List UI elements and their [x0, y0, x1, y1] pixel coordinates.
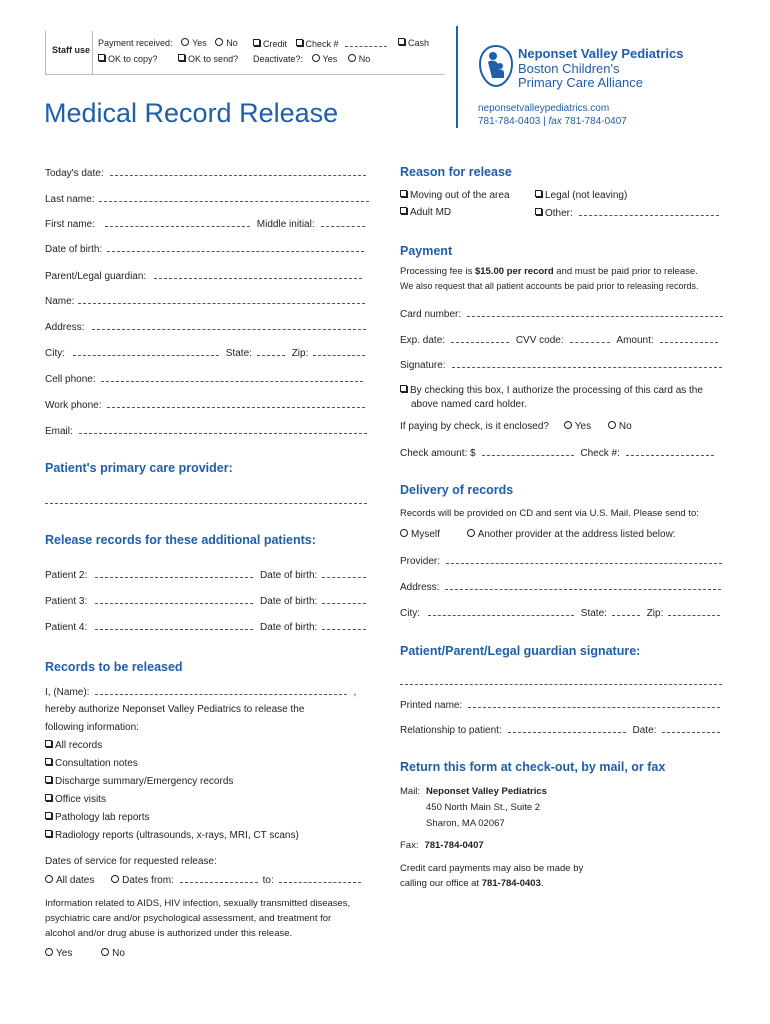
all-records-label: All records: [55, 740, 103, 751]
sensitive-no-label: No: [112, 948, 125, 959]
fax-text: 781-784-0407: [564, 116, 627, 127]
check-no-label: Check #: [305, 39, 339, 49]
dob-field[interactable]: [107, 243, 364, 252]
address-label: Address:: [45, 322, 85, 333]
delivery-zip-field[interactable]: [668, 607, 720, 616]
cell-phone-field[interactable]: [101, 373, 363, 382]
card-number-field[interactable]: [467, 308, 723, 317]
todays-date-label: Today's date:: [45, 168, 104, 179]
card-signature-field[interactable]: [452, 359, 722, 368]
work-phone-field[interactable]: [107, 399, 365, 408]
dob-label: Date of birth:: [45, 244, 103, 255]
first-name-field[interactable]: [105, 218, 250, 227]
provider-field[interactable]: [446, 555, 722, 564]
other-field[interactable]: [579, 207, 719, 216]
pcp-heading: Patient's primary care provider:: [45, 461, 233, 475]
pcp-field[interactable]: [45, 495, 367, 504]
cell-phone-label: Cell phone:: [45, 374, 96, 385]
patient4-label: Patient 4:: [45, 622, 88, 633]
another-provider-label: Another provider at the address listed below:: [477, 529, 676, 540]
legal-checkbox[interactable]: [535, 190, 542, 197]
radiology-checkbox[interactable]: [45, 830, 52, 837]
return-heading: Return this form at check-out, by mail, or fax: [400, 760, 666, 774]
authorize-card-checkbox[interactable]: [400, 385, 407, 392]
credit-label: Credit: [263, 39, 288, 49]
sensitive-yes-label: Yes: [56, 948, 73, 959]
header-divider: [456, 26, 458, 128]
delivery-address-label: Address:: [400, 582, 440, 593]
deactivate-label: Deactivate?:: [253, 54, 304, 64]
all-records-checkbox[interactable]: [45, 740, 52, 747]
contact-separator: |: [543, 116, 546, 127]
authorize-card-line2: above named card holder.: [411, 399, 527, 410]
dates-to-label: to:: [262, 875, 274, 886]
sensitive-line-2: psychiatric care and/or psychological assessment, and treatment for: [45, 913, 332, 924]
cc-phone: 781-784-0403: [481, 878, 541, 889]
exp-date-label: Exp. date:: [400, 335, 446, 346]
patient3-field[interactable]: [95, 595, 253, 604]
state-field[interactable]: [257, 347, 285, 356]
city-field[interactable]: [73, 347, 219, 356]
staff-yes-radio[interactable]: [181, 38, 189, 46]
mother-child-icon: [478, 44, 514, 88]
fee-amount: $15.00 per record: [474, 266, 554, 277]
records-name-comma: ,: [353, 687, 357, 698]
todays-date-field[interactable]: [110, 167, 366, 176]
delivery-zip-label: Zip:: [646, 608, 664, 619]
cvv-label: CVV code:: [515, 335, 564, 346]
fee-text: [400, 266, 698, 277]
adult-md-label: Adult MD: [410, 207, 452, 218]
reason-heading: Reason for release: [400, 165, 512, 179]
mail-name: Neponset Valley Pediatrics: [426, 786, 547, 797]
dates-to-field[interactable]: [279, 874, 361, 883]
other-checkbox[interactable]: [535, 208, 542, 215]
phone-text: 781-784-0403: [478, 116, 541, 127]
card-number-label: Card number:: [400, 309, 462, 320]
fee-pre: Processing fee is: [400, 266, 475, 277]
provider-label: Provider:: [400, 556, 441, 567]
email-field[interactable]: [79, 425, 367, 434]
records-name-field[interactable]: [95, 686, 347, 695]
ok-to-copy-checkbox[interactable]: [98, 54, 105, 61]
address-field[interactable]: [92, 321, 366, 330]
patient2-dob-field[interactable]: [322, 569, 366, 578]
logo-mark: [478, 44, 514, 88]
signature-label: Signature:: [400, 360, 446, 371]
check-enclosed-no-label: No: [618, 421, 632, 432]
name-label: Name:: [45, 296, 75, 307]
check-enclosed-label: If paying by check, is it enclosed?: [400, 421, 549, 432]
other-label: Other:: [545, 208, 573, 219]
patient3-dob-field[interactable]: [322, 595, 366, 604]
page-title: Medical Record Release: [44, 98, 339, 128]
sensitive-line-1: Information related to AIDS, HIV infection, sexually transmitted diseases,: [45, 898, 351, 909]
pathology-checkbox[interactable]: [45, 812, 52, 819]
cvv-field[interactable]: [570, 334, 610, 343]
adult-md-checkbox[interactable]: [400, 207, 407, 214]
patient3-dob-label: Date of birth:: [260, 596, 318, 607]
all-dates-radio[interactable]: [45, 875, 53, 883]
patient2-field[interactable]: [95, 569, 253, 578]
exp-date-field[interactable]: [451, 334, 509, 343]
relationship-label: Relationship to patient:: [400, 725, 502, 736]
mail-address-2: Sharon, MA 02067: [426, 818, 505, 829]
logo-line1: Neponset Valley Pediatrics: [518, 46, 684, 61]
consultation-notes-checkbox[interactable]: [45, 758, 52, 765]
staff-use-label: Staff use: [52, 45, 91, 55]
delivery-note: Records will be provided on CD and sent via U.S. Mail. Please send to:: [400, 508, 699, 519]
amount-field[interactable]: [660, 334, 718, 343]
discharge-summary-checkbox[interactable]: [45, 776, 52, 783]
fee-post: and must be paid prior to release.: [553, 266, 698, 277]
ok-to-send-checkbox[interactable]: [178, 54, 185, 61]
records-heading: Records to be released: [45, 660, 183, 674]
payment-received-label: Payment received:: [98, 38, 173, 48]
state-label: State:: [225, 348, 252, 359]
email-label: Email:: [45, 426, 73, 437]
staff-yes-label: Yes: [192, 38, 207, 48]
patient4-dob-label: Date of birth:: [260, 622, 318, 633]
website-link[interactable]: neponsetvalleypediatrics.com: [478, 103, 610, 114]
myself-label: Myself: [411, 529, 440, 540]
dates-from-radio[interactable]: [111, 875, 119, 883]
moving-label: Moving out of the area: [410, 190, 510, 201]
cash-checkbox[interactable]: [398, 38, 405, 45]
consultation-notes-label: Consultation notes: [55, 758, 138, 769]
middle-initial-field[interactable]: [321, 218, 365, 227]
discharge-summary-label: Discharge summary/Emergency records: [55, 776, 234, 787]
all-dates-label: All dates: [56, 875, 95, 886]
myself-radio[interactable]: [400, 529, 408, 537]
middle-initial-label: Middle initial:: [256, 219, 315, 230]
zip-label: Zip:: [291, 348, 309, 359]
zip-field[interactable]: [313, 347, 365, 356]
radiology-label: Radiology reports (ultrasounds, x-rays, MRI, CT scans): [55, 830, 299, 841]
sensitive-line-3: alcohol and/or drug abuse is authorized under this release.: [45, 928, 293, 939]
ok-to-send-label: OK to send?: [188, 54, 239, 64]
dates-of-service-label: Dates of service for requested release:: [45, 856, 217, 867]
deactivate-yes-radio[interactable]: [312, 54, 320, 62]
mail-label: Mail:: [400, 786, 421, 797]
payment-check-no-label: Check #:: [580, 448, 620, 459]
staff-no-label: No: [226, 38, 238, 48]
ok-to-copy-label: OK to copy?: [108, 54, 158, 64]
additional-patients-heading: Release records for these additional patients:: [45, 533, 316, 547]
credit-checkbox[interactable]: [253, 39, 260, 46]
payment-check-no-field[interactable]: [626, 447, 714, 456]
pathology-label: Pathology lab reports: [55, 812, 150, 823]
guardian-field[interactable]: [154, 270, 362, 279]
payment-heading: Payment: [400, 244, 453, 258]
another-provider-radio[interactable]: [467, 529, 475, 537]
cc-line-2: [400, 878, 544, 889]
city-label: City:: [45, 348, 65, 359]
logo-line2: Boston Children's: [518, 61, 620, 76]
name-field[interactable]: [78, 295, 365, 304]
following-text: following information:: [45, 722, 139, 733]
amount-label: Amount:: [616, 335, 654, 346]
delivery-city-label: City:: [400, 608, 420, 619]
authorize-card-line1: By checking this box, I authorize the processing of this card as the: [410, 385, 703, 396]
delivery-state-label: State:: [580, 608, 607, 619]
deactivate-yes-label: Yes: [322, 54, 338, 64]
check-checkbox[interactable]: [296, 39, 303, 46]
last-name-field[interactable]: [99, 193, 369, 202]
printed-name-label: Printed name:: [400, 700, 463, 711]
signature-heading: Patient/Parent/Legal guardian signature:: [400, 644, 641, 658]
patient3-label: Patient 3:: [45, 596, 88, 607]
fax-label: fax: [548, 116, 562, 127]
first-name-label: First name:: [45, 219, 96, 230]
cc-line-2-pre: calling our office at: [400, 878, 482, 889]
legal-label: Legal (not leaving): [545, 190, 628, 201]
mail-address-1: 450 North Main St., Suite 2: [426, 802, 541, 813]
delivery-state-field[interactable]: [612, 607, 640, 616]
return-fax-label: Fax:: [400, 840, 419, 851]
work-phone-label: Work phone:: [45, 400, 102, 411]
delivery-address-field[interactable]: [445, 581, 721, 590]
delivery-heading: Delivery of records: [400, 483, 514, 497]
guardian-label: Parent/Legal guardian:: [45, 271, 147, 282]
check-enclosed-yes-label: Yes: [574, 421, 592, 432]
records-name-label: I, (Name):: [45, 687, 90, 698]
deactivate-no-radio[interactable]: [348, 54, 356, 62]
sensitive-yes-radio[interactable]: [45, 948, 53, 956]
signature-date-field[interactable]: [662, 724, 720, 733]
cc-line-1: Credit card payments may also be made by: [400, 863, 584, 874]
signature-date-label: Date:: [632, 725, 657, 736]
moving-checkbox[interactable]: [400, 190, 407, 197]
cash-label: Cash: [408, 38, 430, 48]
guardian-signature-field[interactable]: [400, 676, 722, 685]
last-name-label: Last name:: [45, 194, 95, 205]
patient4-field[interactable]: [95, 621, 253, 630]
patient2-label: Patient 2:: [45, 570, 88, 581]
authorize-text: hereby authorize Neponset Valley Pediatrics to release the: [45, 704, 305, 715]
check-amount-field[interactable]: [482, 447, 574, 456]
accounts-text: We also request that all patient accounts be paid prior to releasing records.: [400, 281, 699, 291]
deactivate-no-label: No: [358, 54, 371, 64]
staff-divider: [92, 31, 93, 75]
contact-line: [478, 116, 627, 127]
dates-from-label: Dates from:: [122, 875, 174, 886]
cc-line-2-post: .: [540, 878, 544, 889]
office-visits-label: Office visits: [55, 794, 106, 805]
check-amount-label: Check amount: $: [400, 448, 476, 459]
patient2-dob-label: Date of birth:: [260, 570, 318, 581]
staff-check-no-field[interactable]: [345, 38, 387, 47]
relationship-field[interactable]: [508, 724, 626, 733]
delivery-city-field[interactable]: [428, 607, 574, 616]
dates-from-field[interactable]: [180, 874, 258, 883]
check-enclosed-yes-radio[interactable]: [564, 421, 572, 429]
logo-line3: Primary Care Alliance: [518, 75, 643, 90]
sensitive-no-radio[interactable]: [101, 948, 109, 956]
office-visits-checkbox[interactable]: [45, 794, 52, 801]
check-enclosed-no-radio[interactable]: [608, 421, 616, 429]
staff-no-radio[interactable]: [215, 38, 223, 46]
return-fax-number: 781-784-0407: [424, 840, 484, 851]
printed-name-field[interactable]: [468, 699, 720, 708]
patient4-dob-field[interactable]: [322, 621, 366, 630]
